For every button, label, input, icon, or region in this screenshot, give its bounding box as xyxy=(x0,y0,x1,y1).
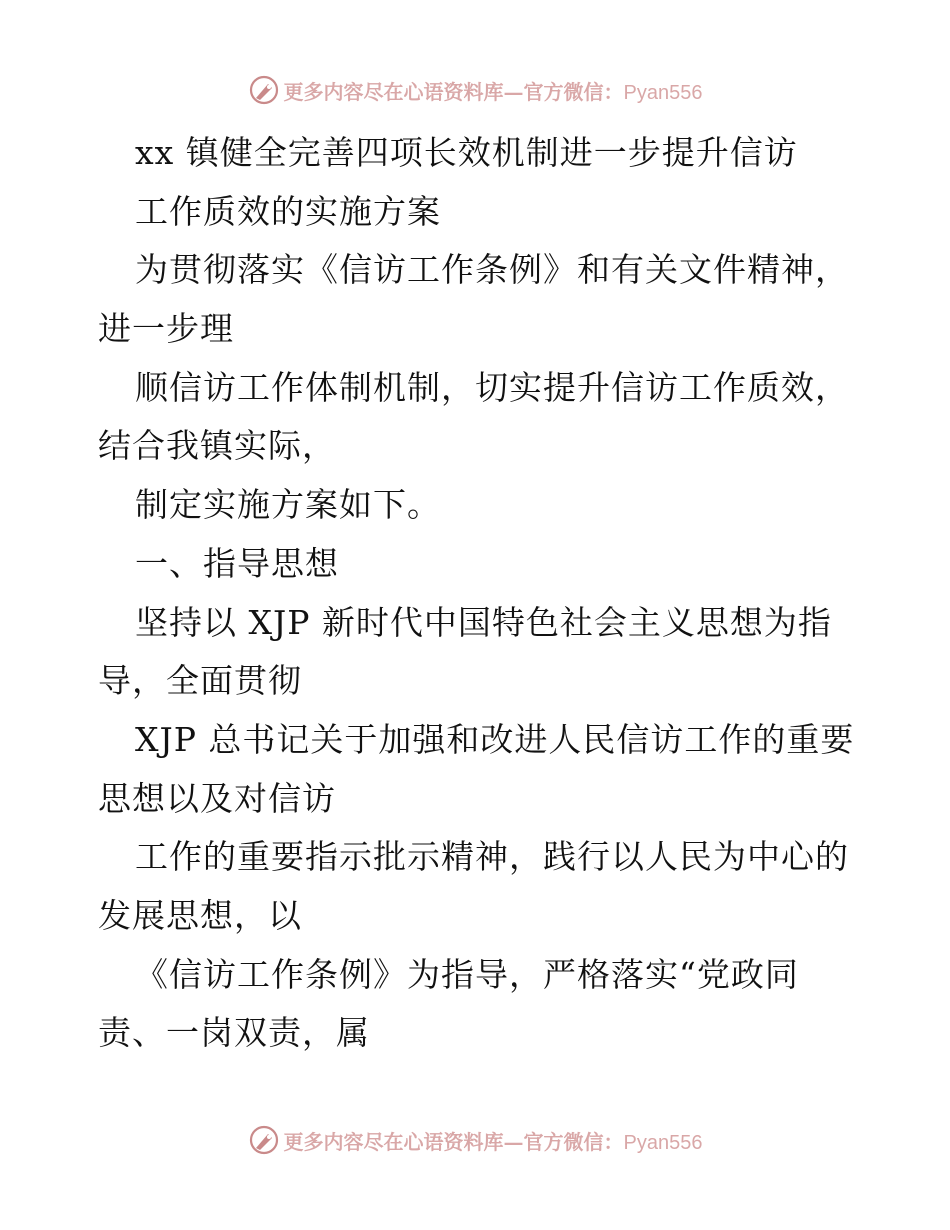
watermark-text: 更多内容尽在心语资料库—官方微信：Pyan556 xyxy=(283,1129,703,1154)
footer-watermark xyxy=(0,1120,950,1160)
text-line: XJP 总书记关于加强和改进人民信访工作的重要 xyxy=(135,719,855,759)
document-body xyxy=(98,124,858,1063)
text-line: 工作质效的实施方案 xyxy=(135,191,441,231)
text-line: 进一步理 xyxy=(98,309,234,349)
text-line: 《信访工作条例》为指导，严格落实“党政同 xyxy=(135,954,799,994)
text-line: 为贯彻落实《信访工作条例》和有关文件精神， xyxy=(135,250,849,290)
pen-nib-seal-icon xyxy=(248,1124,280,1156)
text-line: 结合我镇实际， xyxy=(98,426,336,466)
text-line: 顺信访工作体制机制，切实提升信访工作质效， xyxy=(135,367,849,407)
text-line: 导，全面贯彻 xyxy=(98,661,302,701)
text-line: 责、一岗双责，属 xyxy=(98,1013,370,1053)
text-line: 制定实施方案如下。 xyxy=(135,485,441,525)
watermark-wechat-id: Pyan556 xyxy=(623,1131,703,1154)
text-line: 坚持以 XJP 新时代中国特色社会主义思想为指 xyxy=(135,602,832,642)
watermark-wechat-id: Pyan556 xyxy=(623,81,703,104)
text-line: xx 镇健全完善四项长效机制进一步提升信访 xyxy=(135,133,798,172)
text-line: 思想以及对信访 xyxy=(98,778,336,818)
text-line: 一、指导思想 xyxy=(135,543,339,583)
header-watermark xyxy=(0,70,950,110)
text-line: 工作的重要指示批示精神，践行以人民为中心的 xyxy=(135,837,849,877)
watermark-text: 更多内容尽在心语资料库—官方微信：Pyan556 xyxy=(283,79,703,104)
text-line: 发展思想，以 xyxy=(98,895,302,935)
pen-nib-seal-icon xyxy=(248,74,280,106)
